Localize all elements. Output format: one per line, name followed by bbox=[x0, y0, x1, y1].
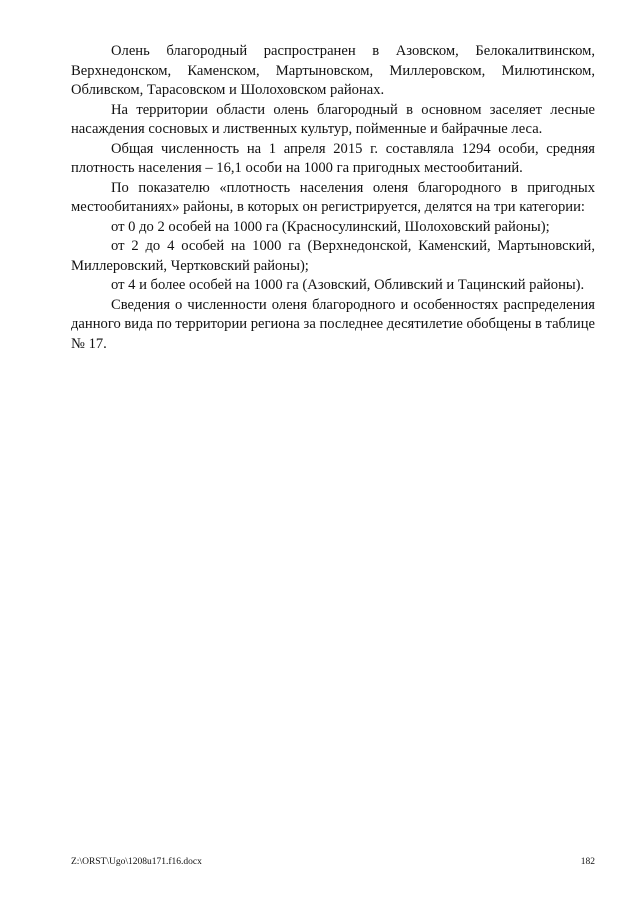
paragraph-density-categories: По показателю «плотность населения оленя благородного в пригодных местообитаниях» районы, в которых он регистрируется, делятся на три категории: bbox=[71, 179, 595, 215]
paragraph-category-low: от 0 до 2 особей на 1000 га (Красносулинский, Шолоховский районы); bbox=[111, 218, 550, 235]
page-footer bbox=[71, 855, 595, 869]
paragraph-distribution: Олень благородный распространен в Азовском, Белокалитвинском, Верхнедонском, Каменском, Мартыновском, Миллеровском, Милютинском, Обливском, Тарасовском и Шолоховском районах. bbox=[71, 43, 595, 98]
paragraph-population: Общая численность на 1 апреля 2015 г. составляла 1294 особи, средняя плотность населения – 16,1 особи на 1000 га пригодных местообитаний. bbox=[71, 140, 595, 176]
paragraph-category-high: от 4 и более особей на 1000 га (Азовский, Обливский и Тацинский районы). bbox=[111, 277, 585, 293]
paragraph-table-reference: Сведения о численности оленя благородного и особенностях распределения данного вида по территории региона за последнее десятилетие обобщены в таблице № 17. bbox=[71, 296, 595, 352]
paragraph-category-medium: от 2 до 4 особей на 1000 га (Верхнедонской, Каменский, Мартыновский, Миллеровский, Чертковский районы); bbox=[71, 238, 595, 274]
page-body bbox=[71, 42, 595, 354]
paragraph-habitat: На территории области олень благородный в основном заселяет лесные насаждения сосновых и лиственных культур, пойменные и байрачные леса. bbox=[71, 101, 595, 137]
footer-page-number: 182 bbox=[580, 857, 595, 867]
footer-file-path: Z:\ORST\Ugo\1208u171.f16.docx bbox=[71, 857, 202, 867]
